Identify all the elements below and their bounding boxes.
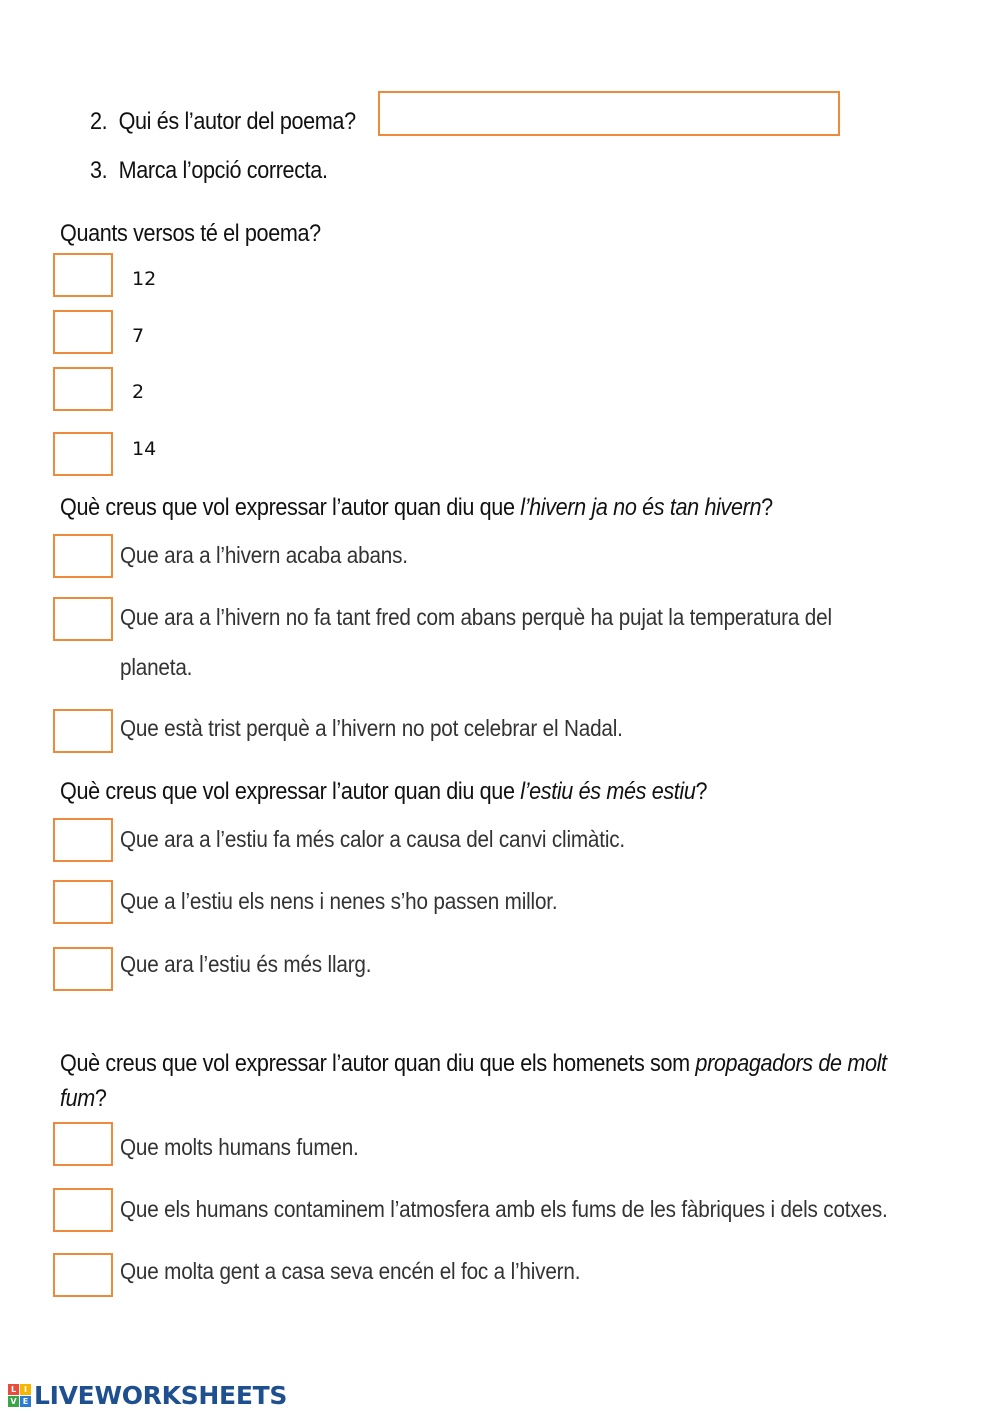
verses-option-checkbox[interactable] (53, 253, 113, 297)
smoke-option-checkbox[interactable] (53, 1253, 113, 1297)
smoke-option-checkbox[interactable] (53, 1188, 113, 1232)
winter-question-heading (60, 494, 773, 522)
summer-option-checkbox[interactable] (53, 818, 113, 862)
question-text: Qui és l’autor del poema? (118, 108, 356, 135)
winter-option-label: Que ara a l’hivern no fa tant fred com abans perquè ha pujat la temperatura del (120, 604, 832, 630)
summer-question-heading (60, 778, 707, 806)
heading-quote: l’hivern ja no és tan hivern (520, 494, 762, 521)
question-2 (90, 108, 356, 136)
question-number: 2. (90, 108, 108, 135)
verses-option-checkbox[interactable] (53, 310, 113, 354)
winter-option-label: Que ara a l’hivern acaba abans. (120, 542, 408, 568)
heading-quote: propagadors de molt (695, 1050, 887, 1077)
heading-quote: l’estiu és més estiu (520, 778, 696, 805)
question-3 (90, 157, 328, 185)
question-text: Marca l’opció correcta. (118, 157, 328, 184)
heading-mark: ? (94, 1085, 107, 1112)
smoke-question-heading-continued (60, 1085, 107, 1113)
verses-option-checkbox[interactable] (53, 367, 113, 411)
question-number: 3. (90, 157, 108, 184)
heading-text: Què creus que vol expressar l’autor quan diu que (60, 494, 521, 521)
summer-option-label: Que a l’estiu els nens i nenes s’ho passen millor. (120, 888, 558, 914)
summer-option-label: Que ara l’estiu és més llarg. (120, 951, 372, 977)
smoke-option-label: Que molts humans fumen. (120, 1134, 359, 1160)
verses-option-label: 14 (132, 438, 157, 460)
heading-mark: ? (761, 494, 773, 521)
heading-text: Què creus que vol expressar l’autor quan diu que els homenets som (60, 1050, 696, 1077)
verses-option-checkbox[interactable] (53, 432, 113, 476)
logo-text: LIVEWORKSHEETS (34, 1380, 288, 1410)
winter-option-checkbox[interactable] (53, 709, 113, 753)
verses-question-heading: Quants versos té el poema? (60, 220, 321, 247)
summer-option-checkbox[interactable] (53, 947, 113, 991)
smoke-question-heading (60, 1050, 887, 1078)
winter-option-label-continued: planeta. (120, 654, 193, 680)
winter-option-label: Que està trist perquè a l’hivern no pot celebrar el Nadal. (120, 715, 623, 741)
liveworksheets-logo (8, 1380, 287, 1410)
smoke-option-checkbox[interactable] (53, 1122, 113, 1166)
heading-mark: ? (695, 778, 708, 805)
logo-mark-icon: L I V E (8, 1384, 31, 1407)
heading-quote: fum (60, 1085, 95, 1112)
verses-option-label: 7 (132, 325, 145, 347)
verses-option-label: 2 (132, 381, 145, 403)
smoke-option-label: Que els humans contaminem l’atmosfera amb els fums de les fàbriques i dels cotxes. (120, 1196, 888, 1222)
smoke-option-label: Que molta gent a casa seva encén el foc a l’hivern. (120, 1258, 581, 1284)
summer-option-checkbox[interactable] (53, 880, 113, 924)
summer-option-label: Que ara a l’estiu fa més calor a causa del canvi climàtic. (120, 826, 625, 852)
heading-text: Què creus que vol expressar l’autor quan diu que (60, 778, 521, 805)
verses-option-label: 12 (132, 268, 157, 290)
winter-option-checkbox[interactable] (53, 597, 113, 641)
winter-option-checkbox[interactable] (53, 534, 113, 578)
author-answer-input[interactable] (378, 91, 840, 136)
